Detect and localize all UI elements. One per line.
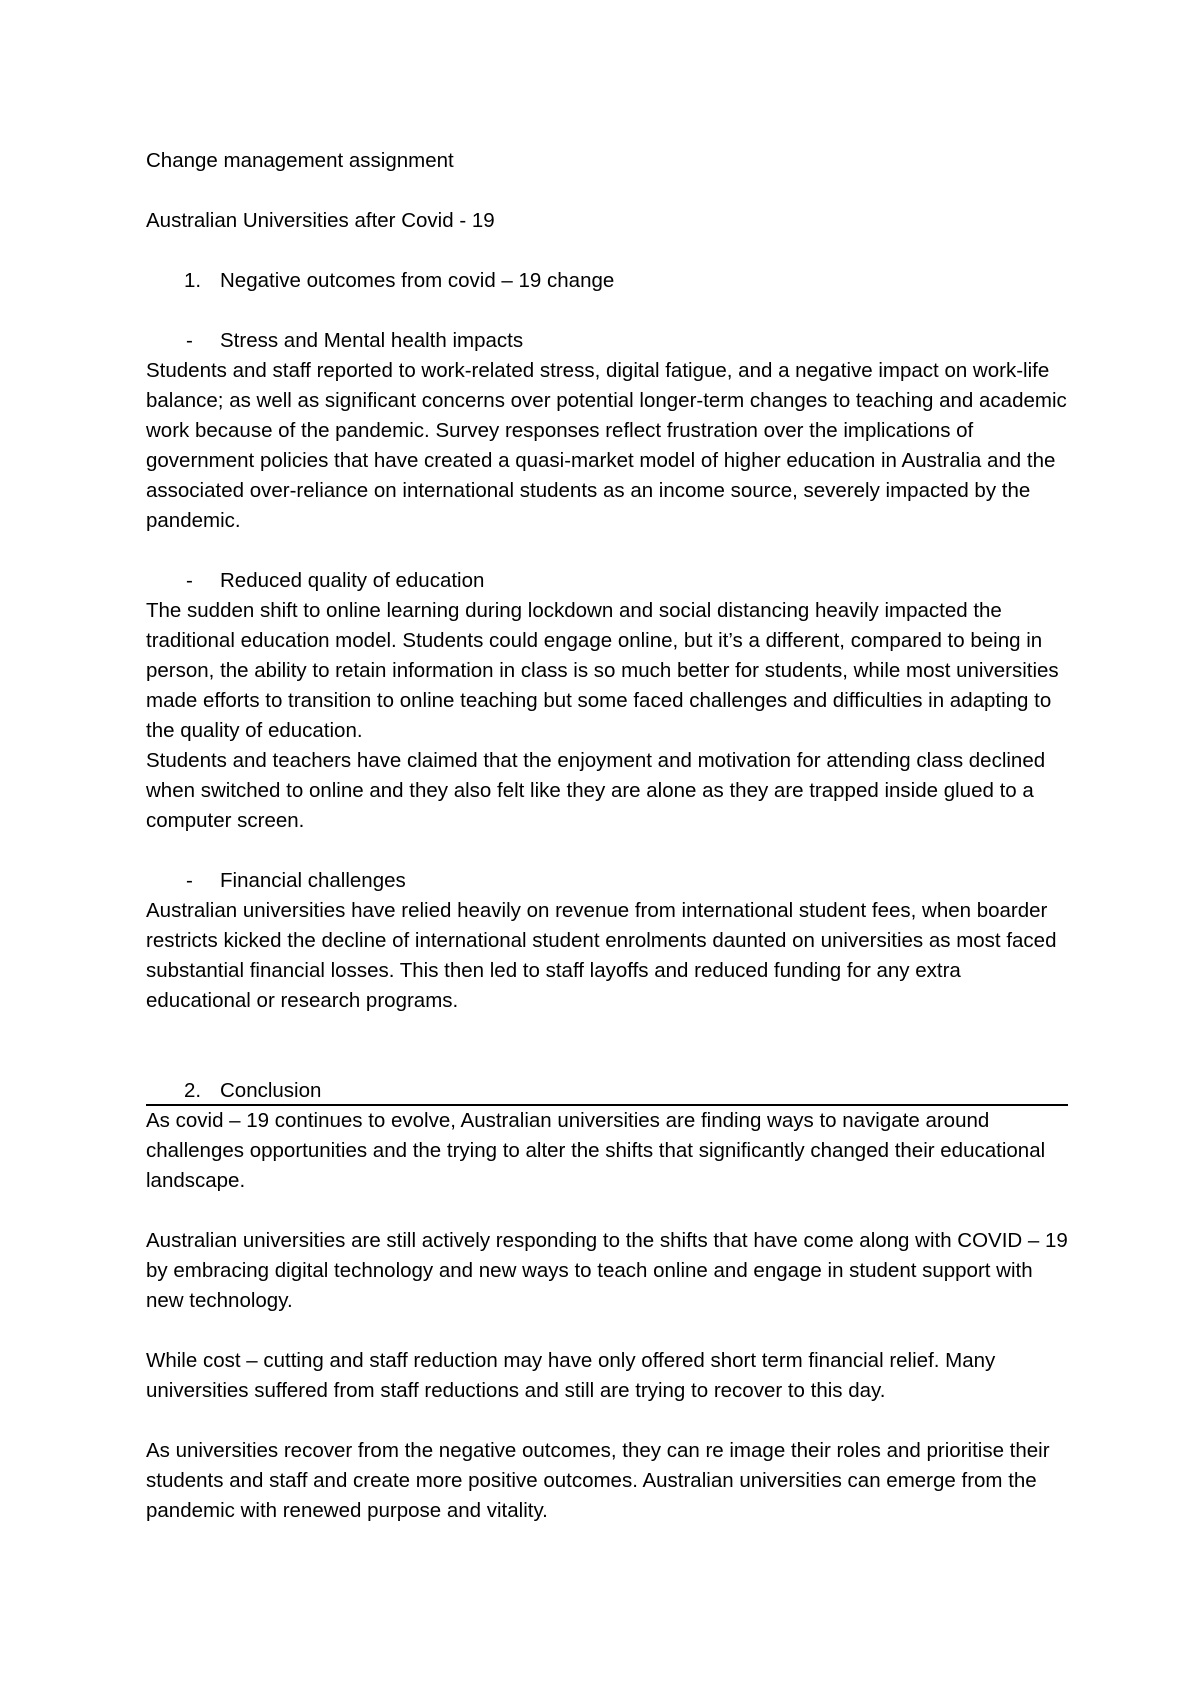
paragraph: As universities recover from the negative outcomes, they can re image their roles and prioritise their students and staff and create more positive outcomes. Australian universities can emerge from the pandemic with renewed purpose and vitality.: [146, 1439, 1050, 1522]
paragraph: The sudden shift to online learning during lockdown and social distancing heavily impacted the traditional education model. Students could engage online, but it’s a different, compared to being in person, the ability to retain information in class is so much better for students, while most universities made efforts to transition to online teaching but some faced challenges and difficulties in adapting to the quality of education.: [146, 599, 1059, 742]
paragraph: While cost – cutting and staff reduction may have only offered short term financial relief. Many universities suffered from staff reductions and still are trying to recover to this day.: [146, 1349, 996, 1402]
bullet-financial-challenges: [146, 866, 1068, 896]
bullet-marker: -: [186, 869, 193, 892]
spacer: [146, 836, 1068, 866]
spacer: [146, 1016, 1068, 1046]
section-2-title: Conclusion: [220, 1079, 322, 1102]
paragraph: Students and teachers have claimed that the enjoyment and motivation for attending class declined when switched to online and they also felt like they are alone as they are trapped inside glued to a computer screen.: [146, 749, 1046, 832]
bullet-heading: Financial challenges: [220, 869, 406, 892]
section-2-heading: [146, 1076, 1068, 1106]
bullet-stress-mental-health: [146, 326, 1068, 356]
paragraph: Australian universities are still actively responding to the shifts that have come along with COVID – 19 by embracing digital technology and new ways to teach online and engage in student support with new technology.: [146, 1229, 1068, 1312]
section-1-number: 1.: [184, 269, 202, 292]
spacer: [146, 1046, 1068, 1076]
spacer: [146, 1406, 1068, 1436]
spacer: [146, 536, 1068, 566]
paragraph: Students and staff reported to work-related stress, digital fatigue, and a negative impact on work-life balance; as well as significant concerns over potential longer-term changes to teaching and academic work because of the pandemic. Survey responses reflect frustration over the implications of government policies that have created a quasi-market model of higher education in Australia and the associated over-reliance on international students as an income source, severely impacted by the pandemic.: [146, 359, 1067, 532]
document-page: [146, 146, 1068, 1526]
spacer: [146, 1196, 1068, 1226]
section-1-heading: [146, 266, 1068, 296]
spacer: [146, 1316, 1068, 1346]
spacer: [146, 236, 1068, 266]
paragraph: Australian universities have relied heavily on revenue from international student fees, when boarder restricts kicked the decline of international student enrolments daunted on universities as most faced substantial financial losses. This then led to staff layoffs and reduced funding for any extra educational or research programs.: [146, 899, 1057, 1012]
section-2-number: 2.: [184, 1079, 202, 1102]
bullet-marker: -: [186, 569, 193, 592]
document-subtitle: Australian Universities after Covid - 19: [146, 209, 495, 232]
bullet-marker: -: [186, 329, 193, 352]
section-1-title: Negative outcomes from covid – 19 change: [220, 269, 615, 292]
spacer: [146, 176, 1068, 206]
bullet-heading: Stress and Mental health impacts: [220, 329, 524, 352]
bullet-reduced-quality: [146, 566, 1068, 596]
bullet-heading: Reduced quality of education: [220, 569, 485, 592]
document-title: Change management assignment: [146, 149, 454, 172]
paragraph: As covid – 19 continues to evolve, Australian universities are finding ways to navigate around challenges opportunities and the trying to alter the shifts that significantly changed their educational landscape.: [146, 1109, 1046, 1192]
spacer: [146, 296, 1068, 326]
